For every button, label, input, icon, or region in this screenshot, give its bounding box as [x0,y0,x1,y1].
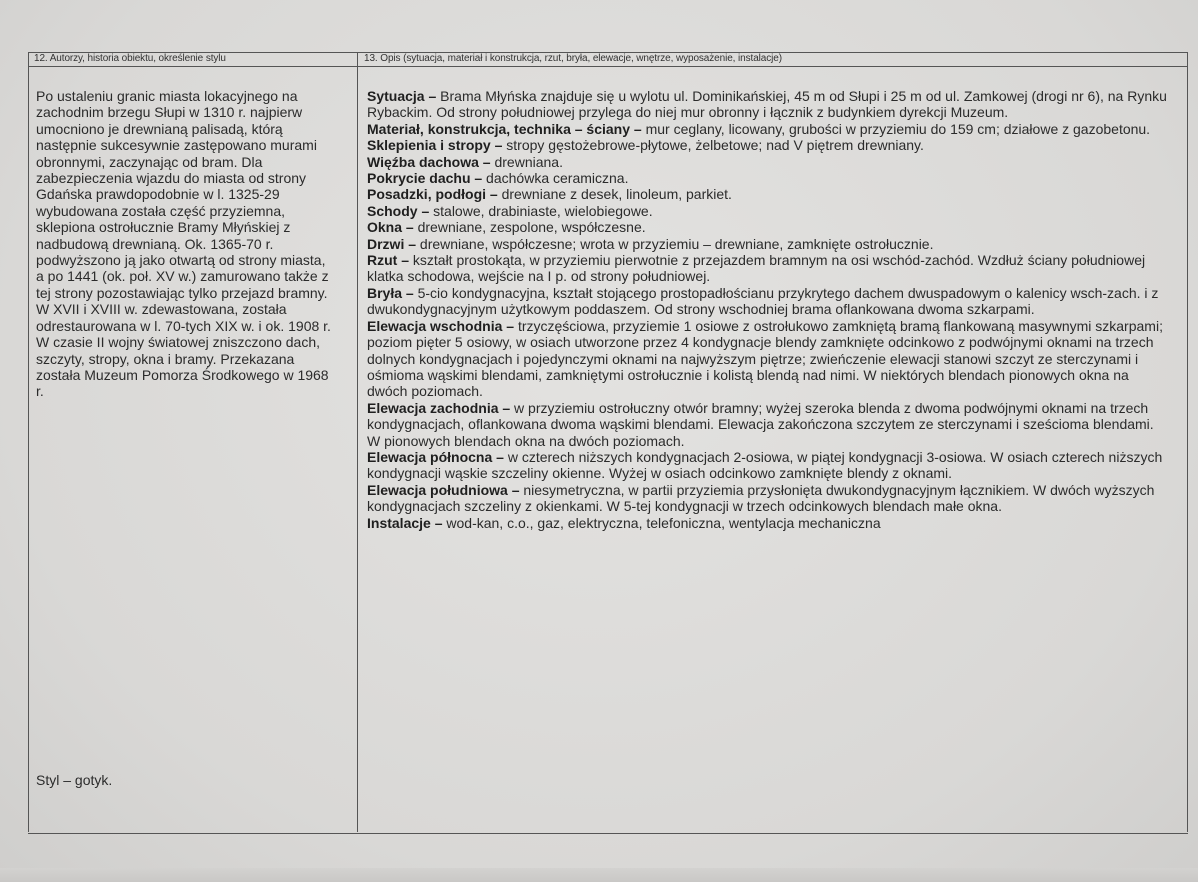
desc-label: Sklepienia i stropy – [367,137,503,154]
desc-text: dachówka ceramiczna. [482,170,629,187]
desc-text: drewniana. [490,153,563,170]
desc-label: Materiał, konstrukcja, technika – ściany – [367,120,642,137]
desc-text: Brama Młyńska znajduje się u wylotu ul. Dominikańskiej, 45 m od Słupi i 25 m od ul. Zamkowej (drogi nr 6), na Rynku Rybackim. Od strony południowej przylega do niej mur obronny i łącznik z budynkiem dyrekcji Muzeum. [367,88,1167,121]
desc-label: Elewacja zachodnia – [367,399,511,416]
desc-south-elevation [367,482,1167,515]
desc-label: Pokrycie dachu – [367,170,483,187]
header-rule-right [357,66,1187,67]
desc-text: w czterech niższych kondygnacjach 2-osiowa, w piątej kondygnacji 3-osiowa. W osiach czterech niższych kondygnacji wąskie szczeliny okienne. Wyżej w osiach odcinkowo zamknięte blendy z oknami. [367,448,1163,482]
desc-text: stalowe, drabiniaste, wielobiegowe. [429,202,653,219]
desc-text: wod-kan, c.o., gaz, elektryczna, telefoniczna, wentylacja mechaniczna [442,514,881,531]
history-text: Po ustaleniu granic miasta lokacyjnego na zachodnim brzegu Słupi w 1310 r. najpierw umocniono je drewnianą palisadą, którą następnie sukcesywnie zastępowano murami obronnymi, zaczynając od bram. Dla zabezpieczenia wjazdu do miasta od strony Gdańska prawdopodobnie w l. 1325-29 wybudowana została część przyziemna, sklepiona ostrołucznie Bramy Młyńskiej z nadbudową drewnianą. Ok. 1365-70 r. podwyższono ją jako otwartą od strony miasta, a po 1441 (ok. poł. XV w.) zamurowano także z tej strony pozostawiając tylko przejazd bramny. W XVII i XVIII w. zdewastowana, została odrestaurowana w l. 70-tych XIX w. i ok. 1908 r. W czasie II wojny światowej zniszczono dach, szczyty, stropy, okna i bramy. Przekazana została Muzeum Pomorza Środkowego w 1968 r. [36,88,331,400]
desc-doors [367,236,1167,252]
desc-label: Posadzki, podłogi – [367,186,498,203]
desc-material [367,121,1167,137]
table-border-left [28,52,29,832]
desc-text: mur ceglany, licowany, grubości w przyziemiu do 159 cm; działowe z gazobetonu. [641,120,1151,137]
desc-text: kształt prostokąta, w przyziemiu pierwotnie z przejazdem bramnym na osi wschód-zachód. Wzdłuż ściany południowej klatka schodowa, wejście na I p. od strony południowej. [367,252,1146,285]
desc-label: Drzwi – [367,235,417,252]
desc-east-elevation [367,318,1167,400]
description-block [367,88,1167,531]
desc-label: Elewacja północna – [367,448,504,465]
desc-text: 5-cio kondygnacyjna, kształt stojącego prostopadłościanu przykrytego dachem dwuspadowym o kalenicy wsch-zach. i z dwukondygnacyjnym użytkowym poddaszem. Od strony wschodniej brama oflankowana dwoma szkarpami. [367,284,1159,318]
desc-label: Sytuacja – [367,88,437,104]
desc-label: Elewacja wschodnia – [367,317,515,334]
desc-windows [367,219,1167,235]
desc-roofing [367,170,1167,186]
desc-north-elevation [367,449,1167,482]
desc-truss [367,154,1167,170]
column-divider [357,52,358,832]
desc-plan [367,252,1167,285]
desc-label: Więźba dachowa – [367,153,491,170]
desc-text: stropy gęstożebrowe-płytowe, żelbetowe; nad V piętrem drewniany. [502,137,924,154]
desc-text: drewniane z desek, linoleum, parkiet. [497,186,732,203]
desc-text: w przyziemiu ostrołuczny otwór bramny; wyżej szeroka blenda z dwoma podwójnymi oknami na trzech kondygnacjach, oflankowana dwoma wąskimi blendami. Elewacja zakończona szczytem ze sterczynami i sześcioma blendami. W pionowych blendach okna na dwóch poziomach. [367,399,1154,449]
desc-label: Bryła – [367,284,414,301]
desc-text: drewniane, zespolone, współczesne. [413,219,646,236]
header-rule-left [28,66,357,67]
section-13-header: 13. Opis (sytuacja, materiał i konstrukcja, rzut, bryła, elewacje, wnętrze, wyposażenie, instalacje) [364,53,782,64]
desc-floors [367,186,1167,202]
desc-label: Schody – [367,202,430,219]
desc-west-elevation [367,400,1167,449]
desc-text: drewniane, współczesne; wrota w przyziemiu – drewniane, zamknięte ostrołucznie. [416,235,934,252]
desc-label: Instalacje – [367,514,443,531]
desc-vaults [367,137,1167,153]
desc-text: trzyczęściowa, przyziemie 1 osiowe z ostrołukowo zamkniętą bramą flankowaną masywnymi szkarpami; poziom pięter 5 osiowy, w osiach utworzone przez 4 kondygnacje blendy zamknięte odcinkowo z podwójnymi oknami na trzech dolnych kondygnacjach i pojedynczymi oknami na najwyższym piętrze; zwieńczenie elewacji stanowi szczyt ze sterczynami i ośmioma wąskimi blendami, zamkniętymi ostrołucznie i kolistą blendą nad nimi. W niektórych blendach pionowych okna na dwóch poziomach. [367,317,1163,400]
desc-label: Rzut – [367,252,409,269]
desc-label: Elewacja południowa – [367,481,520,498]
desc-body [367,285,1167,318]
style-text: Styl – gotyk. [36,772,113,788]
desc-stairs [367,203,1167,219]
desc-label: Okna – [367,219,414,236]
desc-situation [367,88,1167,121]
desc-text: niesymetryczna, w partii przyziemia przysłonięta dwukondygnacyjnym łącznikiem. W dwóch wyższych kondygnacjach szczeliny z okienkami. W 5-tej kondygnacji w trzech odcinkowych blendach małe okna. [367,481,1155,515]
desc-installations [367,515,1167,531]
section-12-header: 12. Autorzy, historia obiektu, określenie stylu [34,53,226,64]
scan-bottom-edge [0,868,1198,882]
table-border-right [1187,52,1188,832]
